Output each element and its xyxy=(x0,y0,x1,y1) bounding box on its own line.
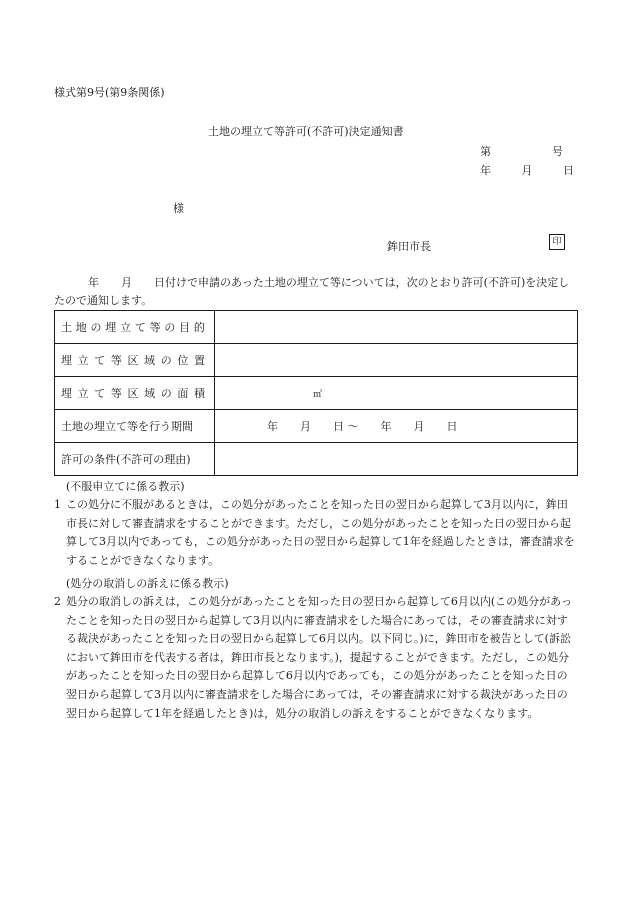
label-char: 面 xyxy=(177,387,189,400)
notes-heading-appeal: (不服申立てに係る教示) xyxy=(66,480,185,493)
label-char: 等 xyxy=(110,387,122,400)
value-location xyxy=(215,344,578,377)
label-char: 区 xyxy=(127,354,139,367)
table-row xyxy=(55,311,578,344)
table-row xyxy=(55,443,578,476)
label-char: 域 xyxy=(144,354,156,367)
label-char: て xyxy=(94,354,106,367)
value-period xyxy=(215,410,578,443)
note-item-2 xyxy=(54,593,578,723)
label-char: 的 xyxy=(193,321,205,334)
label-location xyxy=(55,344,215,377)
table-row xyxy=(55,377,578,410)
notes-heading-lawsuit: (処分の取消しの訴えに係る教示) xyxy=(66,577,229,590)
label-char: 立 xyxy=(77,387,89,400)
label-conditions: 許可の条件(不許可の理由) xyxy=(55,443,215,476)
intro-text: 年 月 日付けで申請のあった土地の埋立て等については，次のとおり許可(不許可)を決定したので通知します。 xyxy=(54,276,570,307)
label-char: 等 xyxy=(149,321,161,334)
value-purpose xyxy=(215,311,578,344)
seal-stamp: 印 xyxy=(549,234,565,250)
date-day: 日 xyxy=(563,164,574,177)
label-char: 積 xyxy=(194,387,205,400)
period-range: 年 月 日 〜 年 月 日 xyxy=(267,420,458,433)
label-char: 埋 xyxy=(105,321,117,334)
label-char: 埋 xyxy=(61,354,72,367)
note-item-2-text: 処分の取消しの訴えは，この処分があったことを知った日の翌日から起算して6月以内(この処分があったことを知った日の翌日から起算して3月以内に審査請求をした場合にあっては，その審査請求に対する裁決があったことを知った日の翌日から起算して6月以内。以下同じ。)に，鉾田市を被告として(訴訟において鉾田市を代表する者は，鉾田市長となります。)，提起することができます。ただし，この処分があったことを知った日の翌日から起算して6月以内であっても，この処分があったことを知った日の翌日から起算して3月以内に審査請求をした場合にあっては，その審査請求に対する裁決があった日の翌日から起算して1年を経過したとき)は，処分の取消しの訴えをすることができなくなります。 xyxy=(66,595,573,720)
label-char: 区 xyxy=(127,387,139,400)
label-purpose xyxy=(55,311,215,344)
permit-details-table xyxy=(54,310,578,476)
table-row xyxy=(55,410,578,443)
issuer-name: 鉾田市長 xyxy=(387,240,431,253)
label-period: 土地の埋立て等を行う期間 xyxy=(55,410,215,443)
document-title: 土地の埋立て等許可(不許可)決定通知書 xyxy=(208,125,404,138)
area-unit: ㎡ xyxy=(313,389,323,400)
document-number-prefix: 第 xyxy=(480,145,491,158)
label-char: 地 xyxy=(75,321,87,334)
label-char: の xyxy=(164,321,176,334)
note-item-1-number: 1 xyxy=(54,498,61,511)
label-char: 埋 xyxy=(61,387,72,400)
label-char: 域 xyxy=(144,387,156,400)
note-item-1 xyxy=(54,496,578,570)
label-char: て xyxy=(94,387,106,400)
label-char: て xyxy=(134,321,146,334)
label-area xyxy=(55,377,215,410)
note-item-1-text: この処分に不服があるときは，この処分があったことを知った日の翌日から起算して3月以内に，鉾田市長に対して審査請求をすることができます。ただし，この処分があったことを知った日の翌日から起算して3月以内であっても，この処分があった日の翌日から起算して1年を経過したときは，審査請求をすることができなくなります。 xyxy=(66,498,575,567)
table-row xyxy=(55,344,578,377)
label-char: の xyxy=(160,354,172,367)
label-char: 立 xyxy=(77,354,89,367)
label-char: 等 xyxy=(110,354,122,367)
label-char: の xyxy=(90,321,102,334)
label-char: 立 xyxy=(120,321,132,334)
label-char: 目 xyxy=(179,321,191,334)
note-item-2-number: 2 xyxy=(54,595,61,608)
value-conditions xyxy=(215,443,578,476)
label-char: 置 xyxy=(194,354,205,367)
value-area xyxy=(215,377,578,410)
issue-date xyxy=(480,162,574,178)
label-char: 土 xyxy=(61,321,72,334)
form-number: 様式第9号(第9条関係) xyxy=(54,86,165,99)
label-char: 位 xyxy=(177,354,189,367)
label-char: の xyxy=(160,387,172,400)
document-number-suffix: 号 xyxy=(552,145,563,158)
addressee-suffix: 様 xyxy=(173,202,184,215)
date-month: 月 xyxy=(521,164,533,177)
date-year: 年 xyxy=(480,164,491,177)
